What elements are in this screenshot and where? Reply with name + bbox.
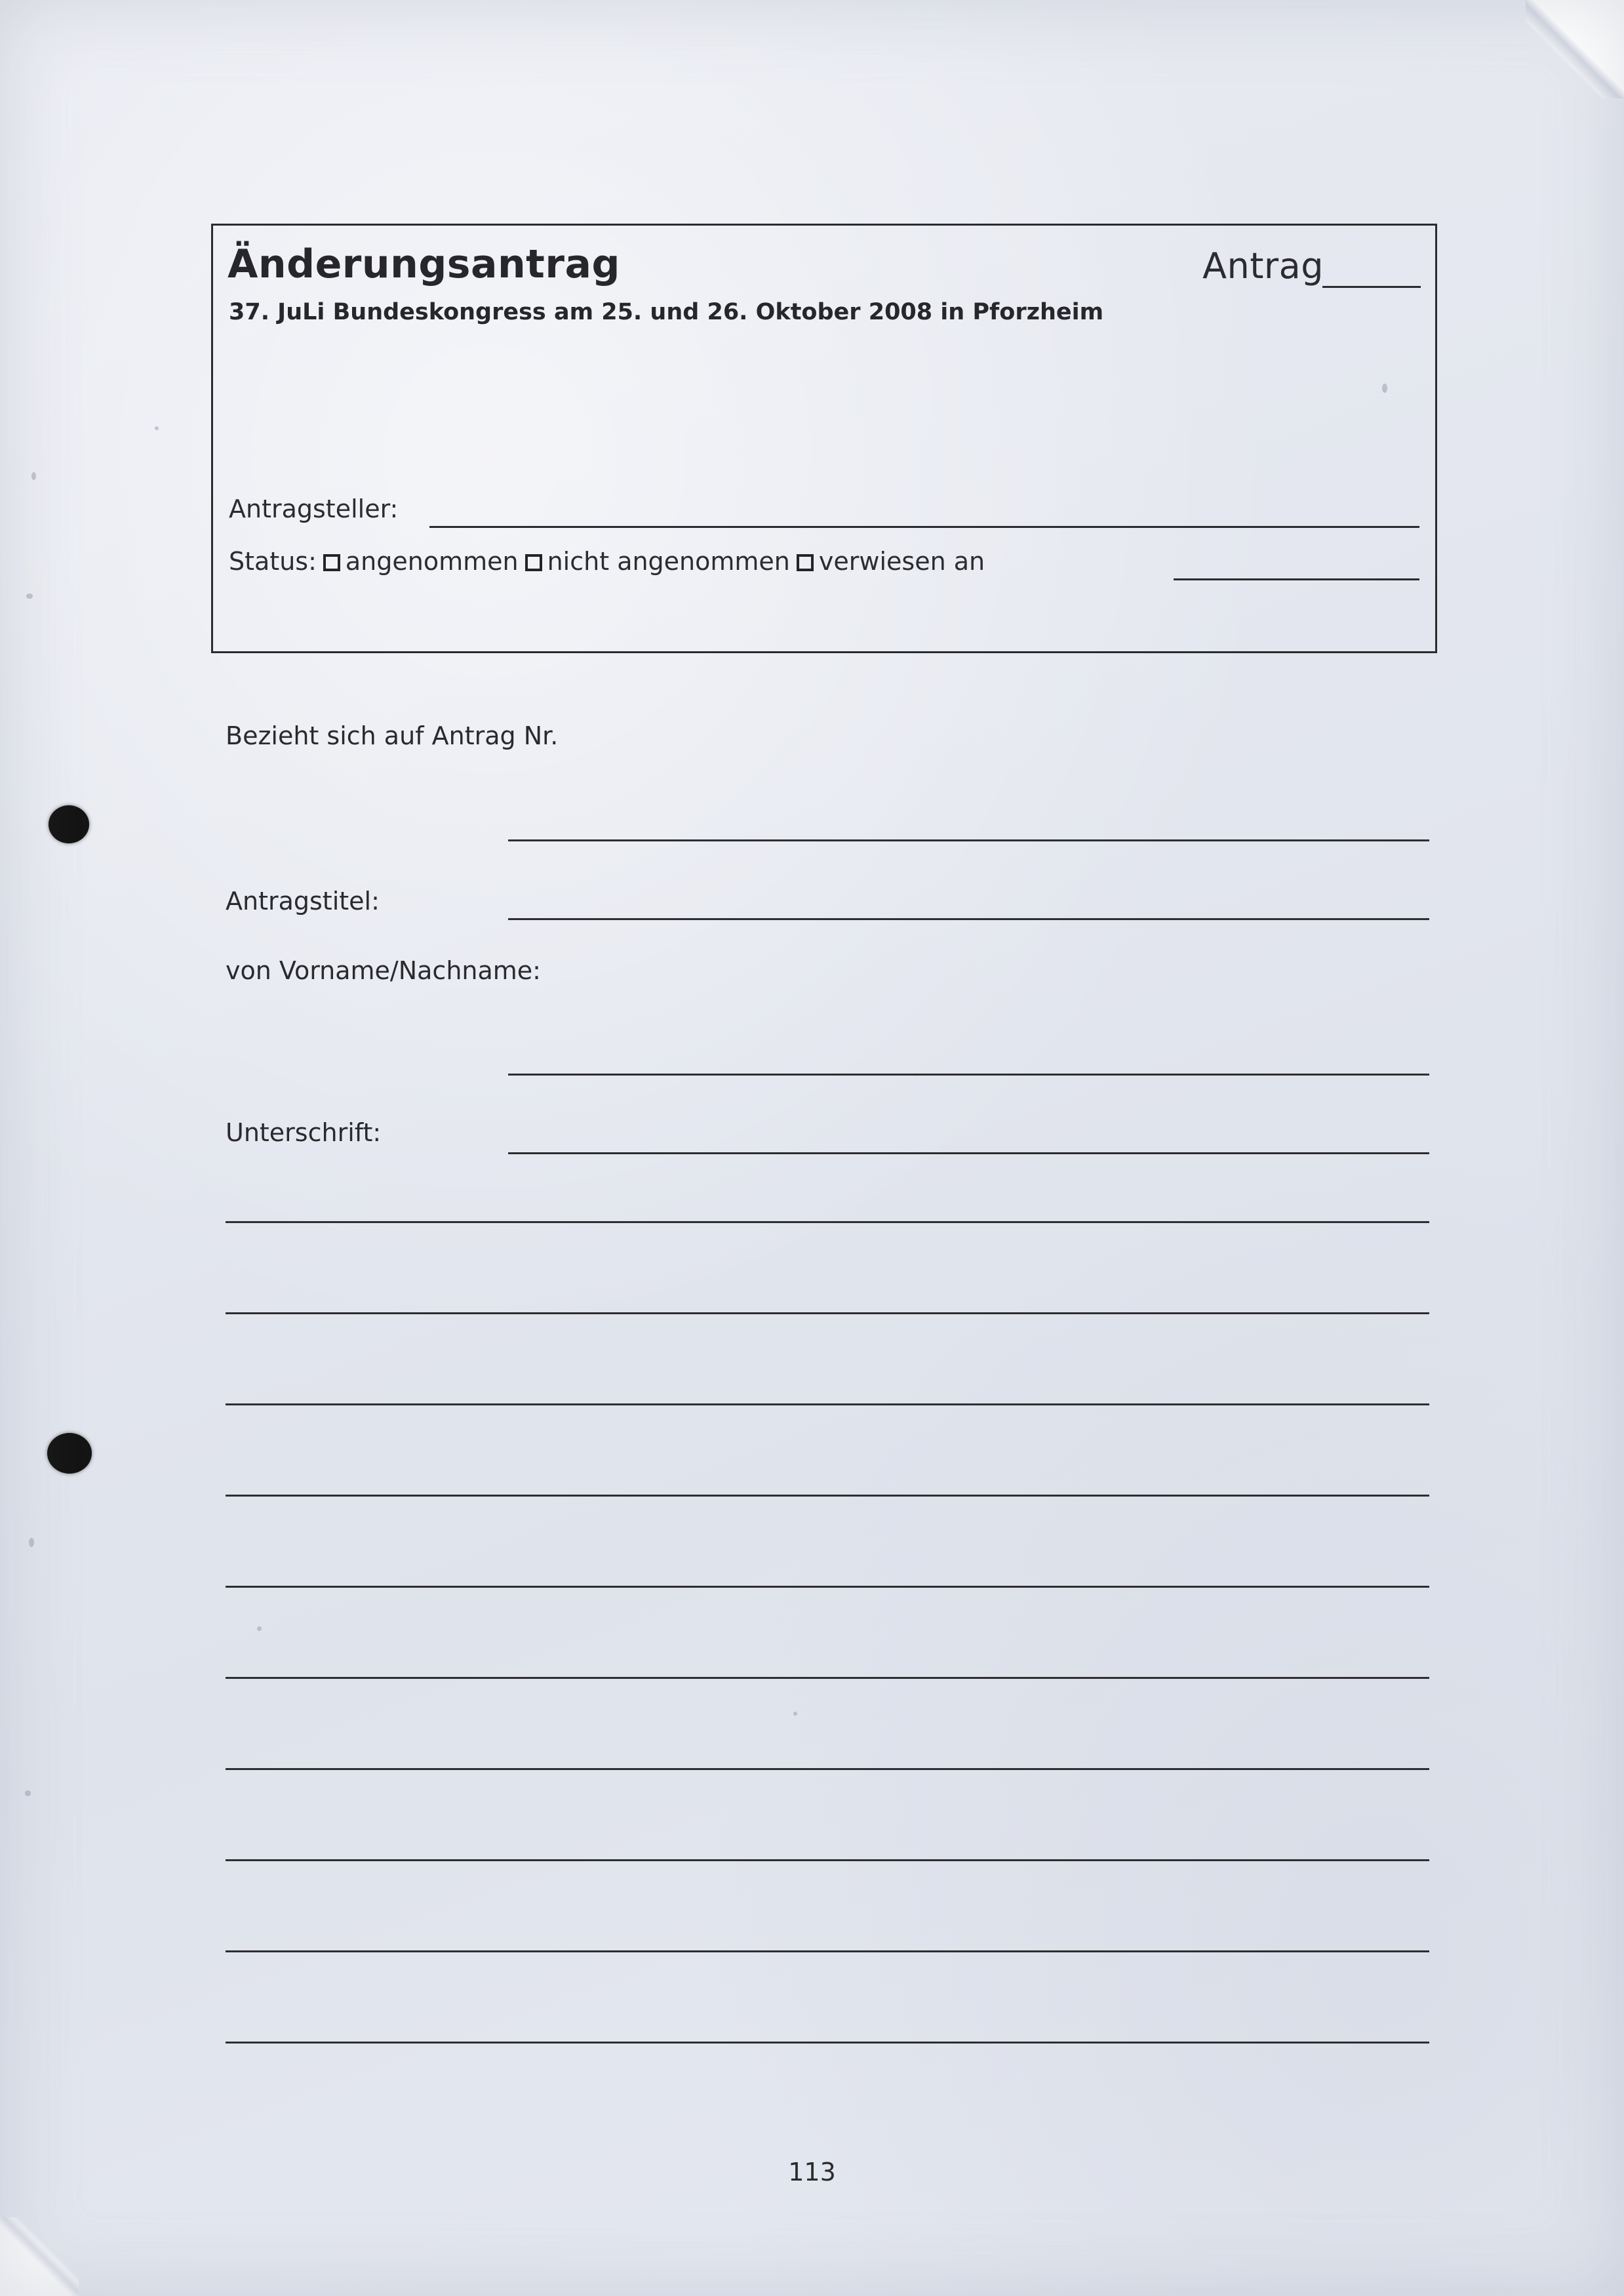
status-option-verwiesen-an: verwiesen an (818, 547, 985, 576)
form-header-box (211, 224, 1437, 653)
antragsteller-blank[interactable] (429, 526, 1419, 528)
checkbox-verwiesen-an[interactable] (797, 554, 814, 571)
page-number: 113 (788, 2158, 836, 2186)
scan-speck (793, 1712, 797, 1716)
bezieht-sich-label: Bezieht sich auf Antrag Nr. (226, 721, 559, 750)
scan-speck (257, 1626, 262, 1631)
unterschrift-label: Unterschrift: (226, 1118, 382, 1147)
antragsteller-label: Antragsteller: (229, 494, 399, 523)
writing-line[interactable] (226, 1495, 1429, 1497)
status-row (229, 547, 985, 576)
status-label: Status: (229, 547, 317, 576)
page-corner-fold-top-right (1526, 0, 1624, 98)
writing-line[interactable] (226, 1950, 1429, 1952)
writing-line[interactable] (226, 1859, 1429, 1861)
bezieht-sich-blank[interactable] (508, 839, 1429, 841)
writing-line[interactable] (226, 1403, 1429, 1405)
antragstitel-blank[interactable] (508, 918, 1429, 920)
von-name-label: von Vorname/Nachname: (226, 956, 541, 985)
antragstitel-label: Antragstitel: (226, 887, 380, 916)
writing-line[interactable] (226, 2042, 1429, 2044)
scan-speck (31, 472, 36, 480)
scan-speck (25, 1790, 31, 1796)
scan-speck (155, 426, 159, 430)
writing-line[interactable] (226, 1221, 1429, 1223)
punch-hole-top (49, 805, 89, 843)
writing-line[interactable] (226, 1768, 1429, 1770)
scan-speck (26, 594, 33, 599)
status-option-nicht-angenommen: nicht angenommen (547, 547, 790, 576)
antrag-number-blank[interactable] (1322, 286, 1421, 288)
unterschrift-blank[interactable] (508, 1152, 1429, 1154)
writing-line[interactable] (226, 1586, 1429, 1588)
checkbox-nicht-angenommen[interactable] (525, 554, 542, 571)
verwiesen-an-blank[interactable] (1174, 578, 1419, 580)
von-name-blank[interactable] (508, 1074, 1429, 1076)
punch-hole-bottom (47, 1433, 92, 1474)
form-subtitle: 37. JuLi Bundeskongress am 25. und 26. Oktober 2008 in Pforzheim (229, 299, 1104, 325)
writing-line[interactable] (226, 1312, 1429, 1314)
antrag-number-label: Antrag (1202, 245, 1324, 287)
form-title: Änderungsantrag (228, 241, 620, 287)
checkbox-angenommen[interactable] (323, 554, 340, 571)
scan-speck (29, 1538, 34, 1547)
page-corner-fold-bottom-left (0, 2217, 79, 2296)
status-option-angenommen: angenommen (345, 547, 519, 576)
writing-line[interactable] (226, 1677, 1429, 1679)
